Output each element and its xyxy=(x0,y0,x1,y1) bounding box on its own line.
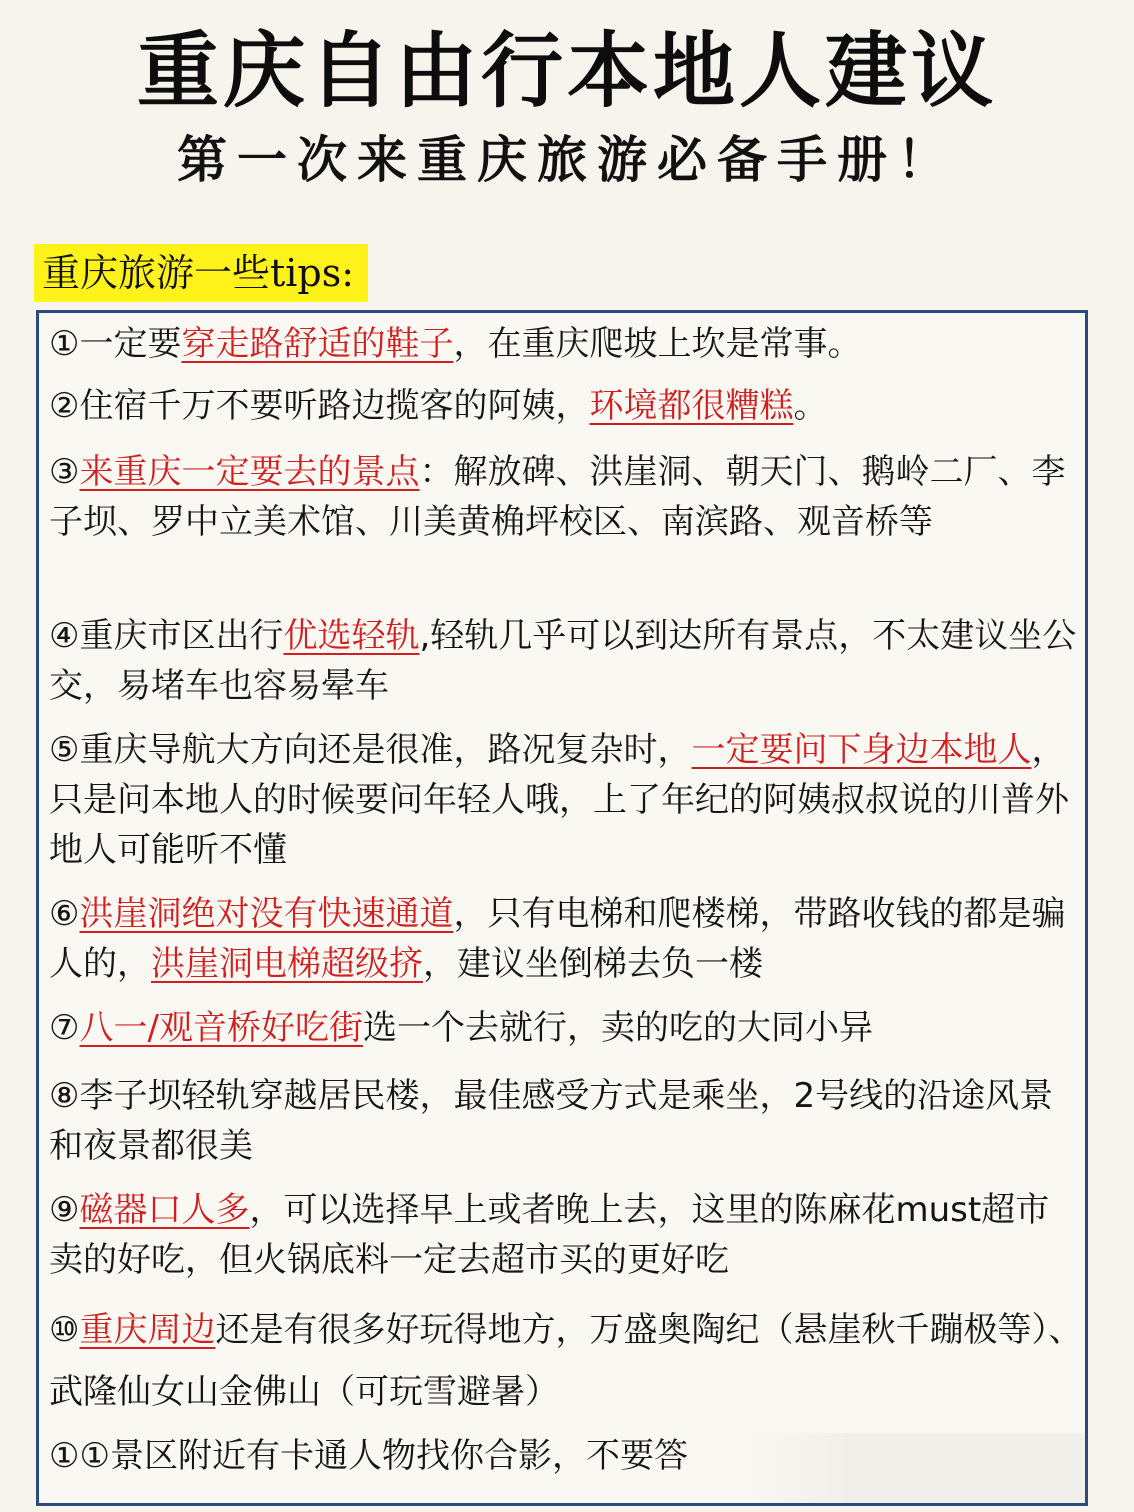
section-label: 重庆旅游一些tips: xyxy=(34,244,368,302)
tip-item-1: ①一定要穿走路舒适的鞋子，在重庆爬坡上坎是常事。 xyxy=(49,324,862,364)
tip-highlight: 重庆周边 xyxy=(79,1310,216,1350)
tip-highlight: 磁器口人多 xyxy=(79,1190,250,1230)
tip-highlight: 一定要问下身边本地人 xyxy=(691,730,1032,770)
tip-highlight: 来重庆一定要去的景点 xyxy=(79,452,420,492)
tips-box xyxy=(36,310,1088,1506)
tip-highlight: 洪崖洞电梯超级挤 xyxy=(151,944,423,984)
page-subtitle: 第一次来重庆旅游必备手册！ xyxy=(177,131,957,189)
tip-item-5: ⑤重庆导航大方向还是很准，路况复杂时，一定要问下身边本地人，只是问本地人的时候要问年轻人哦，上了年纪的阿姨叔叔说的川普外地人可能听不懂 xyxy=(49,730,1069,870)
tip-item-4: ④重庆市区出行优选轻轨,轻轨几乎可以到达所有景点，不太建议坐公交，易堵车也容易晕车 xyxy=(49,616,1077,706)
tip-highlight: 穿走路舒适的鞋子 xyxy=(181,324,454,364)
tip-highlight: 优选轻轨 xyxy=(283,616,420,656)
tip-highlight: 八一/观音桥好吃街 xyxy=(79,1008,363,1048)
tip-item-9: ⑨磁器口人多，可以选择早上或者晚上去，这里的陈麻花must超市卖的好吃，但火锅底料一定去超市买的更好吃 xyxy=(49,1190,1050,1280)
tip-item-10: ⑩重庆周边还是有很多好玩得地方，万盛奥陶纪（悬崖秋千蹦极等）、武隆仙女山金佛山（可玩雪避暑） xyxy=(49,1310,1083,1412)
tip-item-11: ①①景区附近有卡通人物找你合影，不要答 xyxy=(49,1436,688,1476)
tip-item-2: ②住宿千万不要听路边揽客的阿姨，环境都很糟糕。 xyxy=(49,386,828,426)
tip-item-8: ⑧李子坝轻轨穿越居民楼，最佳感受方式是乘坐，2号线的沿途风景和夜景都很美 xyxy=(49,1076,1054,1166)
tip-highlight: 洪崖洞绝对没有快速通道 xyxy=(79,894,454,934)
cropped-fade xyxy=(745,1433,1085,1503)
tip-highlight: 环境都很糟糕 xyxy=(589,386,794,426)
tip-item-6: ⑥洪崖洞绝对没有快速通道，只有电梯和爬楼梯，带路收钱的都是骗人的，洪崖洞电梯超级挤，建议坐倒梯去负一楼 xyxy=(49,894,1066,984)
tip-item-3: ③来重庆一定要去的景点：解放碑、洪崖洞、朝天门、鹅岭二厂、李子坝、罗中立美术馆、川美黄桷坪校区、南滨路、观音桥等 xyxy=(49,452,1066,542)
page-title: 重庆自由行本地人建议 xyxy=(136,24,997,119)
tip-item-7: ⑦八一/观音桥好吃街选一个去就行，卖的吃的大同小异 xyxy=(49,1008,873,1048)
